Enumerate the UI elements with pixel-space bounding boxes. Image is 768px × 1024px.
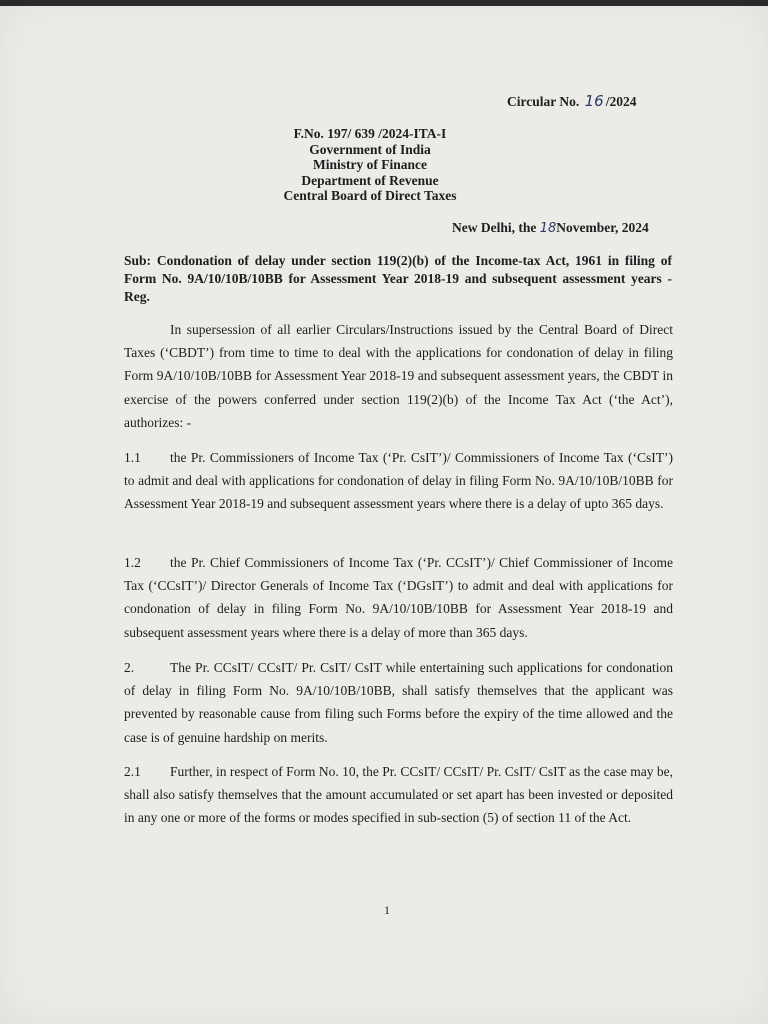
scan-edge xyxy=(0,0,768,6)
date-suffix: November, 2024 xyxy=(556,220,649,235)
heading-government: Government of India xyxy=(309,141,431,157)
paragraph-text: Further, in respect of Form No. 10, the Pr. CCsIT/ CCsIT/ Pr. CsIT/ CsIT as the case may be, shall also satisfy themselves that the amount accumulated or set apart has been invested or deposited in any one or more of the forms or modes specified in sub-section (5) of section 11 of the Act. xyxy=(124,764,673,826)
paragraph-text: the Pr. Commissioners of Income Tax (‘Pr. CsIT’)/ Commissioners of Income Tax (‘CsIT’) to admit and deal with applications for condonation of delay in filing Form No. 9A/10/10B/10BB for Assessment Year 2018-19 and subsequent assessment years where there is a delay of upto 365 days. xyxy=(124,450,673,512)
circular-handwritten-number: 16 xyxy=(584,92,604,110)
document-heading xyxy=(255,126,485,204)
subject-line: Sub: Condonation of delay under section 119(2)(b) of the Income-tax Act, 1961 in filing of Form No. 9A/10/10B/10BB for Assessment Year 2018-19 and subsequent assessment years - Reg. xyxy=(124,253,672,304)
paragraph-number: 1.1 xyxy=(124,450,141,465)
paragraph-1-2 xyxy=(124,551,673,644)
paragraph-text: the Pr. Chief Commissioners of Income Tax (‘Pr. CCsIT’)/ Chief Commissioner of Income Tax (‘CCsIT’)/ Director Generals of Income Tax (‘DGsIT’) to admit and deal with applications for condonation of delay in filing Form No. 9A/10/10B/10BB for Assessment Year 2018-19 and subsequent assessment years where there is a delay of more than 365 days. xyxy=(124,555,673,640)
paragraph-number: 2. xyxy=(124,660,135,675)
paragraph-intro xyxy=(124,318,673,434)
circular-year: /2024 xyxy=(605,94,637,109)
paragraph-number: 2.1 xyxy=(124,764,141,779)
heading-ministry: Ministry of Finance xyxy=(313,157,427,172)
paragraph-2 xyxy=(124,656,673,749)
heading-department: Department of Revenue xyxy=(301,172,439,188)
date-line xyxy=(452,220,649,236)
circular-number xyxy=(507,92,636,110)
date-prefix: New Delhi, the xyxy=(452,220,537,235)
paragraph-2-1 xyxy=(124,760,673,830)
page-number: 1 xyxy=(384,903,390,917)
paragraph-text: In supersession of all earlier Circulars/Instructions issued by the Central Board of Direct Taxes (‘CBDT’) from time to time to deal with the applications for condonation of delay in filing Form 9A/10/10B/10BB for Assessment Year 2018-19 and subsequent assessment years, the CBDT in exercise of the powers conferred under section 119(2)(b) of the Income Tax Act (‘the Act’), authorizes: - xyxy=(124,322,673,430)
circular-label: Circular No. xyxy=(507,94,580,109)
paragraph-text: The Pr. CCsIT/ CCsIT/ Pr. CsIT/ CsIT while entertaining such applications for condonation of delay in filing Form No. 9A/10/10B/10BB, shall satisfy themselves that the applicant was prevented by reasonable cause from filing such Forms before the expiry of the time allowed and the case is of genuine hardship on merits. xyxy=(124,660,673,745)
paragraph-number: 1.2 xyxy=(124,555,141,570)
paragraph-1-1 xyxy=(124,446,673,516)
heading-board: Central Board of Direct Taxes xyxy=(283,188,457,203)
file-number: F.No. 197/ 639 /2024-ITA-I xyxy=(293,126,447,141)
date-handwritten-day: 18 xyxy=(539,221,557,236)
